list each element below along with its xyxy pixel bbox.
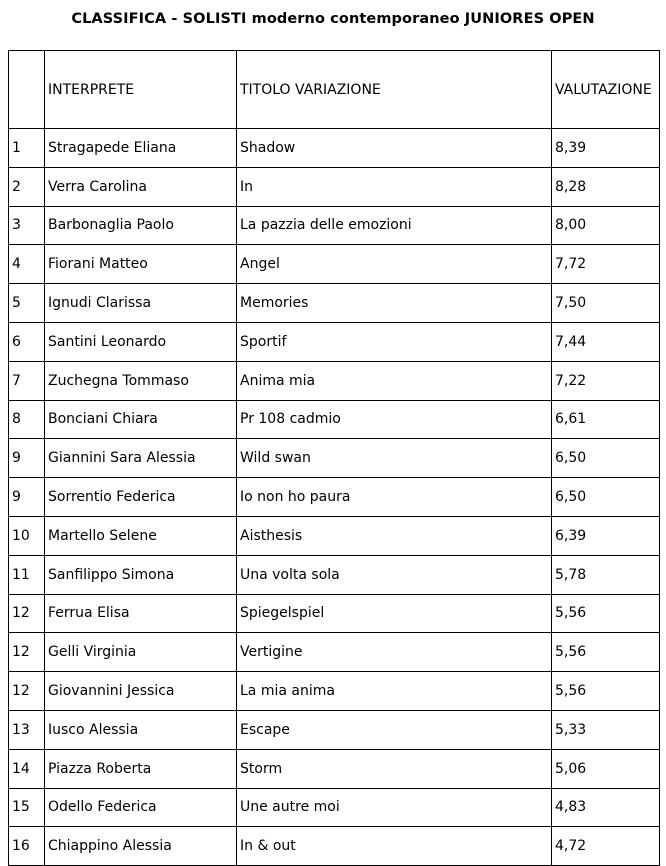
cell-valutazione: 5,78 <box>552 555 660 594</box>
table-row <box>9 129 660 168</box>
table-row <box>9 555 660 594</box>
cell-position: 6 <box>9 322 45 361</box>
cell-interprete: Odello Federica <box>45 788 237 827</box>
cell-interprete: Santini Leonardo <box>45 322 237 361</box>
cell-interprete: Zuchegna Tommaso <box>45 361 237 400</box>
cell-position: 10 <box>9 516 45 555</box>
table-header-row <box>9 51 660 129</box>
cell-position: 12 <box>9 633 45 672</box>
ranking-table <box>8 50 660 866</box>
cell-valutazione: 6,50 <box>552 478 660 517</box>
table-row <box>9 245 660 284</box>
cell-titolo-variazione: Memories <box>237 284 552 323</box>
cell-position: 9 <box>9 439 45 478</box>
cell-titolo-variazione: Storm <box>237 749 552 788</box>
cell-interprete: Sanfilippo Simona <box>45 555 237 594</box>
cell-valutazione: 5,56 <box>552 594 660 633</box>
cell-valutazione: 5,33 <box>552 710 660 749</box>
table-row <box>9 361 660 400</box>
cell-position: 3 <box>9 206 45 245</box>
cell-titolo-variazione: La pazzia delle emozioni <box>237 206 552 245</box>
cell-interprete: Iusco Alessia <box>45 710 237 749</box>
cell-position: 9 <box>9 478 45 517</box>
cell-titolo-variazione: Escape <box>237 710 552 749</box>
header-valutazione: VALUTAZIONE <box>552 51 660 129</box>
table-row <box>9 400 660 439</box>
cell-valutazione: 7,72 <box>552 245 660 284</box>
cell-valutazione: 6,39 <box>552 516 660 555</box>
cell-titolo-variazione: Sportif <box>237 322 552 361</box>
cell-interprete: Sorrentio Federica <box>45 478 237 517</box>
cell-interprete: Barbonaglia Paolo <box>45 206 237 245</box>
document-title: CLASSIFICA - SOLISTI moderno contemporaneo JUNIORES OPEN <box>71 11 595 27</box>
cell-titolo-variazione: Una volta sola <box>237 555 552 594</box>
table-row <box>9 206 660 245</box>
table-row <box>9 439 660 478</box>
table-row <box>9 672 660 711</box>
cell-valutazione: 6,61 <box>552 400 660 439</box>
cell-titolo-variazione: In & out <box>237 827 552 866</box>
table-row <box>9 827 660 866</box>
table-row <box>9 594 660 633</box>
header-titolo-variazione: TITOLO VARIAZIONE <box>237 51 552 129</box>
table-row <box>9 167 660 206</box>
cell-valutazione: 8,39 <box>552 129 660 168</box>
table-row <box>9 516 660 555</box>
cell-titolo-variazione: Spiegelspiel <box>237 594 552 633</box>
cell-valutazione: 5,56 <box>552 633 660 672</box>
cell-position: 2 <box>9 167 45 206</box>
cell-interprete: Ignudi Clarissa <box>45 284 237 323</box>
cell-valutazione: 5,06 <box>552 749 660 788</box>
cell-interprete: Fiorani Matteo <box>45 245 237 284</box>
header-position <box>9 51 45 129</box>
cell-interprete: Ferrua Elisa <box>45 594 237 633</box>
table-row <box>9 749 660 788</box>
cell-position: 16 <box>9 827 45 866</box>
cell-position: 14 <box>9 749 45 788</box>
cell-titolo-variazione: Pr 108 cadmio <box>237 400 552 439</box>
ranking-table-body <box>9 51 660 866</box>
table-row <box>9 284 660 323</box>
cell-titolo-variazione: In <box>237 167 552 206</box>
table-row <box>9 633 660 672</box>
cell-valutazione: 6,50 <box>552 439 660 478</box>
cell-position: 4 <box>9 245 45 284</box>
cell-interprete: Bonciani Chiara <box>45 400 237 439</box>
cell-position: 13 <box>9 710 45 749</box>
cell-position: 5 <box>9 284 45 323</box>
table-row <box>9 788 660 827</box>
cell-titolo-variazione: Io non ho paura <box>237 478 552 517</box>
cell-valutazione: 4,72 <box>552 827 660 866</box>
cell-titolo-variazione: Vertigine <box>237 633 552 672</box>
cell-position: 8 <box>9 400 45 439</box>
table-row <box>9 710 660 749</box>
cell-valutazione: 8,28 <box>552 167 660 206</box>
cell-interprete: Giovannini Jessica <box>45 672 237 711</box>
cell-position: 12 <box>9 594 45 633</box>
cell-titolo-variazione: Shadow <box>237 129 552 168</box>
cell-valutazione: 7,22 <box>552 361 660 400</box>
cell-interprete: Stragapede Eliana <box>45 129 237 168</box>
cell-interprete: Gelli Virginia <box>45 633 237 672</box>
cell-interprete: Verra Carolina <box>45 167 237 206</box>
table-row <box>9 322 660 361</box>
cell-titolo-variazione: Une autre moi <box>237 788 552 827</box>
cell-interprete: Giannini Sara Alessia <box>45 439 237 478</box>
cell-interprete: Piazza Roberta <box>45 749 237 788</box>
cell-valutazione: 4,83 <box>552 788 660 827</box>
cell-position: 12 <box>9 672 45 711</box>
cell-titolo-variazione: Wild swan <box>237 439 552 478</box>
cell-interprete: Martello Selene <box>45 516 237 555</box>
cell-titolo-variazione: Angel <box>237 245 552 284</box>
cell-valutazione: 5,56 <box>552 672 660 711</box>
cell-position: 11 <box>9 555 45 594</box>
cell-titolo-variazione: Aisthesis <box>237 516 552 555</box>
cell-interprete: Chiappino Alessia <box>45 827 237 866</box>
cell-position: 7 <box>9 361 45 400</box>
table-row <box>9 478 660 517</box>
cell-titolo-variazione: Anima mia <box>237 361 552 400</box>
cell-valutazione: 8,00 <box>552 206 660 245</box>
cell-position: 15 <box>9 788 45 827</box>
header-interprete: INTERPRETE <box>45 51 237 129</box>
cell-position: 1 <box>9 129 45 168</box>
cell-titolo-variazione: La mia anima <box>237 672 552 711</box>
cell-valutazione: 7,44 <box>552 322 660 361</box>
cell-valutazione: 7,50 <box>552 284 660 323</box>
